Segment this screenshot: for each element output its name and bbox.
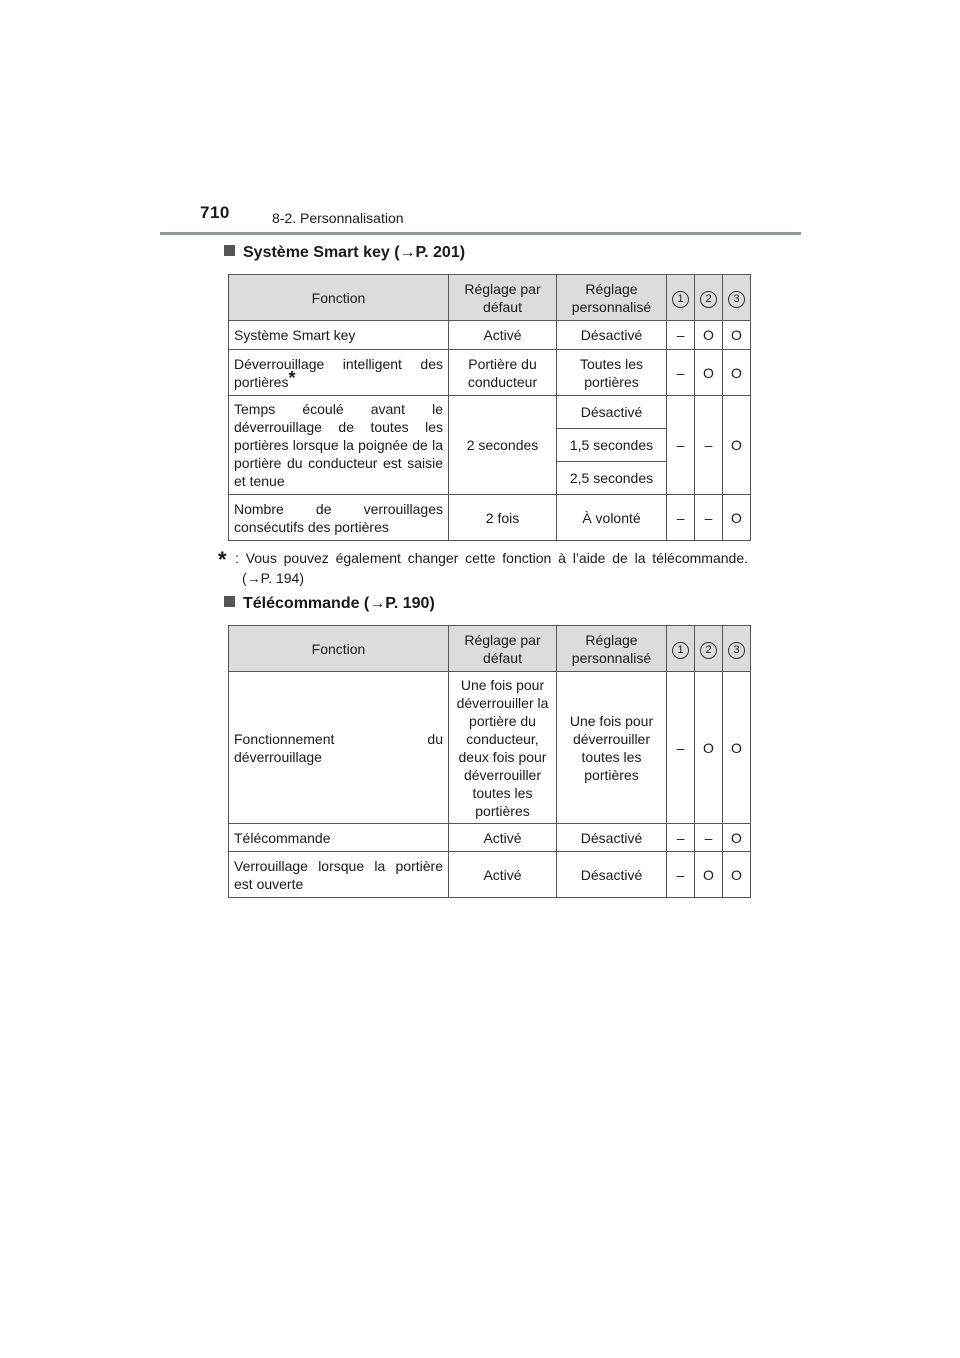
table-header-row xyxy=(229,626,751,672)
circled-number-icon: 1 xyxy=(672,642,689,659)
row-fonction xyxy=(229,350,449,396)
col-mark-3 xyxy=(723,275,751,321)
row-mark-2: O xyxy=(695,852,723,898)
section-title: 8-2. Personnalisation xyxy=(272,210,404,226)
row-default: Activé xyxy=(449,321,557,350)
row-custom-option: 2,5 secondes xyxy=(557,462,667,495)
square-bullet-icon xyxy=(224,596,235,607)
col-custom: Réglage personnalisé xyxy=(557,275,667,321)
row-mark-3: O xyxy=(723,495,751,541)
circled-number-icon: 3 xyxy=(728,291,745,308)
row-custom: Désactivé xyxy=(557,824,667,852)
footnote xyxy=(218,547,748,588)
circled-number-icon: 3 xyxy=(728,642,745,659)
header-divider xyxy=(160,232,801,235)
row-mark-1: – xyxy=(667,672,695,824)
row-default: Une fois pour déverrouiller la portière du conducteur, deux fois pour déverrouiller toutes les portières xyxy=(449,672,557,824)
square-bullet-icon xyxy=(224,245,235,256)
telecommande-table xyxy=(228,625,751,898)
table-row xyxy=(229,672,751,824)
col-fonction: Fonction xyxy=(229,275,449,321)
smart-key-heading xyxy=(224,244,465,262)
table-row xyxy=(229,824,751,852)
row-custom: Toutes les portières xyxy=(557,350,667,396)
row-fonction: Fonctionnement du déverrouillage xyxy=(229,672,449,824)
col-default: Réglage par défaut xyxy=(449,275,557,321)
row-mark-3: O xyxy=(723,350,751,396)
row-custom: Désactivé xyxy=(557,321,667,350)
row-mark-2: – xyxy=(695,824,723,852)
row-mark-2: – xyxy=(695,495,723,541)
row-mark-1: – xyxy=(667,852,695,898)
col-custom: Réglage personnalisé xyxy=(557,626,667,672)
row-custom: Désactivé xyxy=(557,852,667,898)
row-mark-1: – xyxy=(667,350,695,396)
table-row xyxy=(229,396,751,429)
row-mark-1: – xyxy=(667,396,695,495)
row-mark-2: – xyxy=(695,396,723,495)
row-mark-3: O xyxy=(723,396,751,495)
row-mark-2: O xyxy=(695,321,723,350)
row-mark-1: – xyxy=(667,824,695,852)
footnote-text: : Vous pouvez également changer cette fonction à l’aide de la télécommande. (→P. 194) xyxy=(235,550,748,586)
row-custom: Une fois pour déverrouiller toutes les portières xyxy=(557,672,667,824)
telecommande-heading-text: Télécommande (→P. 190) xyxy=(243,595,435,612)
col-mark-3 xyxy=(723,626,751,672)
row-fonction: Télécommande xyxy=(229,824,449,852)
col-default: Réglage par défaut xyxy=(449,626,557,672)
page-number: 710 xyxy=(200,203,230,222)
table-row xyxy=(229,495,751,541)
row-default: Activé xyxy=(449,852,557,898)
row-mark-2: O xyxy=(695,672,723,824)
row-mark-3: O xyxy=(723,852,751,898)
row-mark-3: O xyxy=(723,824,751,852)
table-header-row xyxy=(229,275,751,321)
col-fonction: Fonction xyxy=(229,626,449,672)
footnote-marker: * xyxy=(288,367,296,388)
row-default: 2 secondes xyxy=(449,396,557,495)
circled-number-icon: 1 xyxy=(672,291,689,308)
table-row xyxy=(229,321,751,350)
row-custom-option: 1,5 secondes xyxy=(557,429,667,462)
row-default: Activé xyxy=(449,824,557,852)
row-mark-1: – xyxy=(667,321,695,350)
row-mark-2: O xyxy=(695,350,723,396)
telecommande-heading xyxy=(224,595,435,613)
circled-number-icon: 2 xyxy=(700,642,717,659)
row-default: 2 fois xyxy=(449,495,557,541)
row-fonction: Temps écoulé avant le déverrouillage de toutes les portières lorsque la poignée de la portière du conducteur est saisie et tenue xyxy=(229,396,449,495)
col-mark-1 xyxy=(667,626,695,672)
row-mark-3: O xyxy=(723,672,751,824)
row-mark-1: – xyxy=(667,495,695,541)
table-row xyxy=(229,350,751,396)
table-row xyxy=(229,852,751,898)
row-custom: À volonté xyxy=(557,495,667,541)
row-fonction: Nombre de verrouillages consécutifs des portières xyxy=(229,495,449,541)
row-fonction: Verrouillage lorsque la portière est ouverte xyxy=(229,852,449,898)
row-fonction: Système Smart key xyxy=(229,321,449,350)
col-mark-1 xyxy=(667,275,695,321)
smart-key-table xyxy=(228,274,751,541)
col-mark-2 xyxy=(695,626,723,672)
footnote-star: * xyxy=(218,547,227,572)
row-mark-3: O xyxy=(723,321,751,350)
row-custom-option: Désactivé xyxy=(557,396,667,429)
col-mark-2 xyxy=(695,275,723,321)
row-fonction-text: Déverrouillage intelligent des portières xyxy=(234,355,443,390)
circled-number-icon: 2 xyxy=(700,291,717,308)
smart-key-heading-text: Système Smart key (→P. 201) xyxy=(243,244,466,261)
row-default: Portière du conducteur xyxy=(449,350,557,396)
